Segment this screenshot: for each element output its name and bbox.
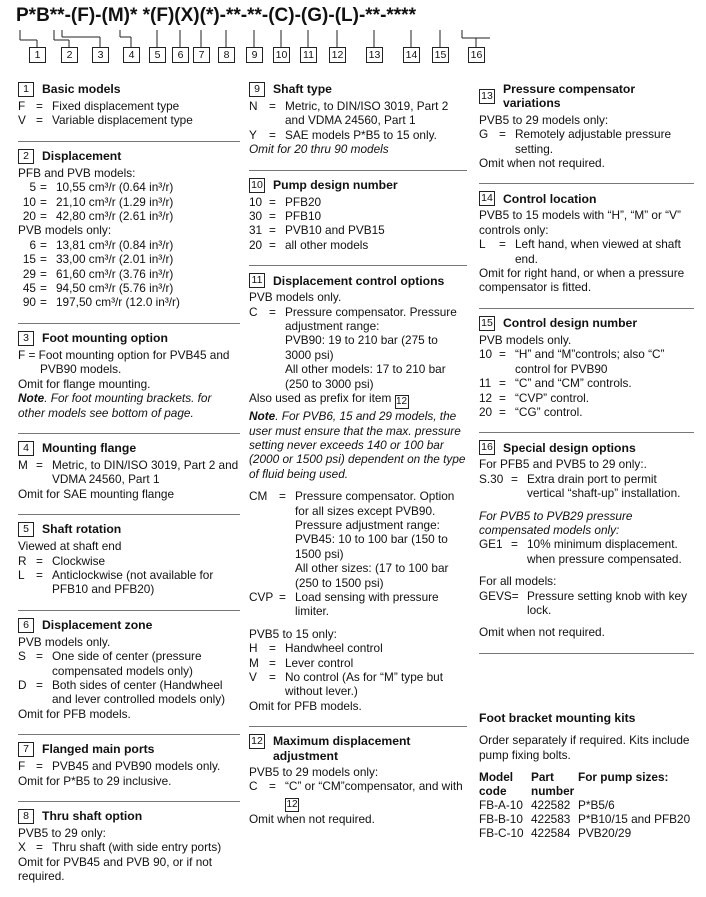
section-shaft-rotation: 5 Shaft rotation Viewed at shaft end R = Clockwise L = Anticlockwise (not available for PFB10 and PFB20) <box>18 522 240 597</box>
text: F <box>18 99 26 113</box>
text: 45 <box>22 281 36 296</box>
text: Shaft rotation <box>42 522 122 537</box>
text: 10 <box>22 194 36 209</box>
text: S <box>18 649 26 664</box>
text: Maximum displacement adjustment <box>273 734 411 763</box>
text: H <box>249 641 258 656</box>
text: “CVP” control. <box>515 390 590 405</box>
text: Displacement zone <box>42 618 153 633</box>
text: Also used as prefix for item <box>249 391 392 406</box>
text: 422584 <box>531 826 571 840</box>
text: Omit for P*B5 to 29 inclusive. <box>18 773 172 788</box>
section-displacement-zone: 6 Displacement zone PVB models only. S = One side of center (pressure compensated models only) D = Both sides of center (Handwheel and lever controlled models only) Omit for PFB models. <box>18 618 240 721</box>
text: Viewed at shaft end <box>18 539 122 554</box>
section-pump-design-number: 10 Pump design number 10 = PFB20 30 = PFB10 31 = PVB10 and PVB15 20 = all other models <box>249 178 467 253</box>
text: 5 <box>29 180 36 195</box>
code-box-2: 2 <box>61 47 78 63</box>
text: 4 <box>18 441 34 456</box>
text: 6 <box>18 618 34 633</box>
text: 197,50 cm³/r (12.0 in³/r) <box>56 295 180 310</box>
text: 12 <box>479 390 493 405</box>
text: P*B5/6 <box>578 798 615 812</box>
section-number-box: 1 <box>18 82 34 97</box>
text: Control location <box>503 191 597 206</box>
code-box-5: 5 <box>149 47 166 63</box>
text: PVB5 to 29 models only: <box>249 765 379 780</box>
code-box-7: 7 <box>193 47 210 63</box>
code-box-10: 10 <box>273 47 290 63</box>
middle-column <box>249 82 467 839</box>
text: PVB45: 10 to 100 bar (150 to 1500 psi) <box>295 532 448 561</box>
text: Control design number <box>503 316 638 331</box>
text: 42,80 cm³/r (2.61 in³/r) <box>56 209 174 224</box>
text: Both sides of center (Handwheel and lever controlled models only) <box>52 677 226 707</box>
section-special-design-options: 16 Special design options For PFB5 and PVB5 to 29 only:. S.30 = Extra drain port to permit vertical “shaft-up” installation. For PVB5 to PVB29 pressure compensated models only: GE1 = 10% minimum displacement. when pressure compensated. For all models: GEVS= Pressure setting knob with key lock. Omit when not required. <box>479 440 694 639</box>
table-row <box>479 812 690 826</box>
text: L <box>479 237 486 252</box>
text: 15 <box>22 252 36 267</box>
text: Thru shaft (with side entry ports) <box>52 840 222 855</box>
text: Left hand, when viewed at shaft end. <box>515 237 681 266</box>
text: X <box>18 840 26 855</box>
text: Thru shaft option <box>42 809 143 824</box>
text: “H” and “M”controls; also “C” control for PVB90 <box>515 347 665 376</box>
text: F = Foot mounting option for PVB45 and <box>18 347 230 362</box>
section-foot-bracket-kits <box>479 711 694 840</box>
section-mounting-flange: 4 Mounting flange M = Metric, to DIN/ISO 3019, Part 2 and VDMA 24560, Part 1 Omit for SAE mounting flange <box>18 441 239 501</box>
text: 2 <box>18 149 34 164</box>
text: FB-B-10 <box>479 812 523 826</box>
text: . For foot mounting brackets. for other models see bottom of page. <box>18 391 212 420</box>
text: 10 <box>249 194 263 209</box>
text: D <box>18 677 27 692</box>
text: Model code <box>479 770 514 798</box>
text: 33,00 cm³/r (2.01 in³/r) <box>56 252 174 267</box>
text: 61,60 cm³/r (3.76 in³/r) <box>56 266 174 281</box>
section-title: Basic models <box>42 82 121 97</box>
text: 422583 <box>531 812 571 826</box>
text: 94,50 cm³/r (5.76 in³/r) <box>56 281 174 296</box>
text: 90 <box>22 295 36 310</box>
text: 15 <box>479 316 495 331</box>
text: 13,81 cm³/r (0.84 in³/r) <box>56 237 174 252</box>
text: Foot bracket mounting kits <box>479 710 636 725</box>
text: N <box>249 99 258 113</box>
text: Extra drain port to permit vertical “shaft-up” installation. <box>527 471 681 501</box>
text: Displacement <box>42 149 122 164</box>
text: GEVS= <box>479 588 519 603</box>
code-box-12: 12 <box>329 47 346 63</box>
section-shaft-type: 9 Shaft type N = Metric, to DIN/ISO 3019, Part 2 and VDMA 24560, Part 1 Y = SAE models P*B5 to 15 only. Omit for 20 thru 90 models <box>249 82 467 157</box>
item-ref-box: 12 <box>286 798 298 810</box>
text: Clockwise <box>52 553 106 568</box>
table-row <box>479 826 690 840</box>
text: Note <box>18 391 45 406</box>
text: Omit for PVB45 and PVB 90, or if not required. <box>18 854 213 884</box>
code-box-3: 3 <box>92 47 109 63</box>
text: CVP <box>249 589 274 604</box>
text: Omit for 20 thru 90 models <box>249 142 389 157</box>
text: PFB and PVB models: <box>18 165 136 180</box>
code-box-1: 1 <box>29 47 46 63</box>
section-displacement-control-options: 11 Displacement control options PVB models only. C = Pressure compensator. Pressure adjustment range: PVB90: 19 to 210 bar (275 to 3000 psi) All other models: 17 to 210 bar (250 to 3000 psi) Also used as prefix for item 12 Note. For PVB6, 15 and 29 models, the user must ensure that the max. pressure setting never exceeds 140 or 100 bar (2000 or 1500 psi) dependent on the type of fluid being used. CM = Pressure compensator. Option for all sizes except PVB90. Pressure adjustment range: PVB45: 10 to 100 bar (150 to 1500 psi) All other sizes: (17 to 100 bar (250 to 1500 psi) CVP = Load sensing with pressure limiter. PVB5 to 15 only: H = Handwheel control M = Lever control V = No control (As for “M” type but without lever.) Omit for PFB models. <box>249 273 466 713</box>
text: All other sizes: (17 to 100 bar (250 to 1500 psi) <box>295 561 449 590</box>
text: 6 <box>29 237 36 252</box>
text: 10% minimum displacement. when pressure compensated. <box>527 537 682 566</box>
model-code: P*B**-(F)-(M)* *(F)(X)(*)-**-**-(C)-(G)-(L)-**-**** <box>16 5 416 26</box>
text: P*B10/15 and PFB20 <box>578 812 691 826</box>
text: V <box>18 113 26 128</box>
text: 31 <box>249 223 263 238</box>
text: G <box>479 127 489 142</box>
text: Remotely adjustable pressure setting. <box>515 127 672 156</box>
text: Displacement control options <box>273 273 445 288</box>
text: Special design options <box>503 440 636 455</box>
text: 7 <box>18 742 34 757</box>
section-control-design-number: 15 Control design number PVB models only. 10 = “H” and “M”controls; also “C” control for PVB90 11 = “C” and “CM” controls. 12 = “CVP” control. 20 = “CG” control. <box>479 316 694 419</box>
text: PVB5 to 29 models only: <box>479 112 609 127</box>
text: PVB20/29 <box>578 826 632 840</box>
text: 8 <box>18 809 34 824</box>
text: For PVB5 to PVB29 pressure compensated models only: <box>479 508 633 537</box>
text: 20 <box>479 404 493 419</box>
code-box-9: 9 <box>246 47 263 63</box>
text: R <box>18 553 27 568</box>
section-max-displacement: 12 Maximum displacement adjustment PVB5 to 29 models only: C = “C” or “CM”compensator, and with 12 Omit when not required. <box>249 734 467 826</box>
text: PFB20 <box>285 194 322 209</box>
text: PVB models only. <box>249 290 342 305</box>
section-foot-mounting <box>18 331 240 420</box>
text: 10 <box>249 178 265 193</box>
text: CM <box>249 489 268 504</box>
text: Anticlockwise (not available for PFB10 and PFB20) <box>52 567 214 597</box>
text: 422582 <box>531 798 571 812</box>
text: PVB models only: <box>18 223 112 238</box>
text: 14 <box>479 191 495 206</box>
text: F <box>18 759 26 774</box>
text: Flanged main ports <box>42 742 155 757</box>
text: Variable displacement type <box>52 113 193 128</box>
code-box-15: 15 <box>432 47 449 63</box>
text: PVB10 and PVB15 <box>285 223 385 238</box>
text: Metric, to DIN/ISO 3019, Part 2 and VDMA 24560, Part 1 <box>285 99 449 128</box>
text: 11 <box>249 273 265 288</box>
text: Omit for PFB models. <box>249 698 362 713</box>
code-box-14: 14 <box>403 47 420 63</box>
text: Lever control <box>285 655 354 670</box>
text: L <box>18 567 25 582</box>
text: Handwheel control <box>285 641 383 656</box>
text: Pressure compensator variations <box>503 82 636 111</box>
text: Pressure adjustment range: <box>295 517 440 532</box>
text: 12 <box>249 734 265 749</box>
item-ref-box: 12 <box>396 396 408 408</box>
text: 10,55 cm³/r (0.64 in³/r) <box>56 180 174 195</box>
code-box-4: 4 <box>123 47 140 63</box>
text: Pressure compensator. Option for all sizes except PVB90. <box>295 489 455 518</box>
code-box-16: 16 <box>468 47 485 63</box>
text: PVB90 models. <box>40 362 122 377</box>
text: Omit for right hand, or when a pressure compensator is fitted. <box>479 266 685 295</box>
text: 20 <box>22 209 36 224</box>
text: PVB5 to 15 models with “H”, “M” or “V” controls only: <box>479 208 681 237</box>
code-box-6: 6 <box>172 47 189 63</box>
section-control-location: 14 Control location PVB5 to 15 models with “H”, “M” or “V” controls only: L = Left hand, when viewed at shaft end. Omit for right hand, or when a pressure compensator is fitted. <box>479 191 694 294</box>
text: PVB5 to 15 only: <box>249 626 337 641</box>
text: “CG” control. <box>515 404 583 419</box>
text: 9 <box>249 82 265 97</box>
text: “C” and “CM” controls. <box>515 376 632 391</box>
text: Pressure setting knob with key lock. <box>527 588 687 617</box>
text: Order separately if required. Kits include pump fixing bolts. <box>479 733 690 762</box>
text: For pump sizes: <box>578 770 669 784</box>
text: For PFB5 and PVB5 to 29 only:. <box>479 457 647 472</box>
text: 13 <box>479 89 495 104</box>
text: For all models: <box>479 574 557 589</box>
text: M <box>18 457 28 472</box>
text: 3 <box>18 331 34 346</box>
text: S.30 <box>479 471 504 486</box>
text: PFB10 <box>285 209 322 224</box>
text: 16 <box>479 440 495 455</box>
text: 5 <box>18 522 34 537</box>
text: “C” or “CM”compensator, and with <box>285 779 463 794</box>
text: Omit when not required. <box>479 625 605 640</box>
table-row <box>479 798 690 812</box>
section-displacement: 2 Displacement PFB and PVB models: 5 = 10,55 cm³/r (0.64 in³/r) 10 = 21,10 cm³/r (1.29 in³/r) 20 = 42,80 cm³/r (2.61 in³/r) PVB models only: 6 = 13,81 cm³/r (0.84 in³/r) 15 = 33,00 cm³/r (2.01 in³/r) 29 = 61,60 cm³/r (3.76 in³/r) 45 = 94,50 cm³/r (5.76 in³/r) 90 = 197,50 cm³/r (12.0 in³/r) <box>18 149 240 310</box>
kits-table <box>479 770 690 840</box>
section-basic-models: 1 Basic models F = Fixed displacement type V = Variable displacement type <box>18 82 240 128</box>
text: 29 <box>22 266 36 281</box>
text: Foot mounting option <box>42 331 168 346</box>
text: Pump design number <box>273 177 398 192</box>
text: Shaft type <box>273 82 332 97</box>
text: Omit for flange mounting. <box>18 376 151 391</box>
text: One side of center (pressure compensated models only) <box>52 649 202 678</box>
text: . For PVB6, 15 and 29 models, the user must ensure that the max. pressure setting never exceeds 140 or 100 bar (2000 or 1500 psi) dependent on the type of fluid being used. <box>249 409 466 481</box>
code-box-11: 11 <box>300 47 317 63</box>
text: 11 <box>479 376 492 391</box>
text: Mounting flange <box>42 441 137 456</box>
text: 10 <box>479 347 493 362</box>
text: PVB45 and PVB90 models only. <box>52 759 221 774</box>
text: All other models: 17 to 210 bar (250 to 3000 psi) <box>285 362 446 391</box>
right-column <box>479 82 694 853</box>
text: Part number <box>531 770 575 798</box>
text: Omit when not required. <box>249 811 375 826</box>
text: PVB models only. <box>479 332 572 347</box>
text: 20 <box>249 237 263 252</box>
text: PVB90: 19 to 210 bar (275 to 3000 psi) <box>285 333 438 362</box>
text: FB-A-10 <box>479 798 523 812</box>
text: Note <box>249 409 276 424</box>
section-thru-shaft: 8 Thru shaft option PVB5 to 29 only: X = Thru shaft (with side entry ports) Omit for PVB45 and PVB 90, or if not required. <box>18 809 240 884</box>
text: V <box>249 670 257 684</box>
text: all other models <box>285 237 369 252</box>
text: Pressure compensator. Pressure adjustment range: <box>285 304 457 334</box>
text: M <box>249 655 259 670</box>
text: GE1 <box>479 537 503 552</box>
text: No control (As for “M” type but without lever.) <box>285 670 443 699</box>
text: Y <box>249 127 257 142</box>
text: Load sensing with pressure limiter. <box>295 589 439 619</box>
left-column <box>18 82 240 897</box>
text: C <box>249 779 258 794</box>
text: Omit for SAE mounting flange <box>18 486 175 501</box>
text: SAE models P*B5 to 15 only. <box>285 127 437 142</box>
text: Fixed displacement type <box>52 99 180 113</box>
code-box-13: 13 <box>366 47 383 63</box>
text: Omit for PFB models. <box>18 706 131 721</box>
code-box-8: 8 <box>218 47 235 63</box>
section-pressure-compensator-variations: 13 Pressure compensator variations PVB5 to 29 models only: G = Remotely adjustable pressure setting. Omit when not required. <box>479 82 694 170</box>
text: Metric, to DIN/ISO 3019, Part 2 and VDMA 24560, Part 1 <box>52 457 239 487</box>
text: Omit when not required. <box>479 156 605 171</box>
text: PVB models only. <box>18 634 111 649</box>
text: 30 <box>249 209 263 224</box>
section-flanged-ports: 7 Flanged main ports F = PVB45 and PVB90 models only. Omit for P*B5 to 29 inclusive. <box>18 742 240 788</box>
text: PVB5 to 29 only: <box>18 826 106 840</box>
text: 21,10 cm³/r (1.29 in³/r) <box>56 194 174 209</box>
text: C <box>249 304 258 319</box>
text: FB-C-10 <box>479 826 524 840</box>
